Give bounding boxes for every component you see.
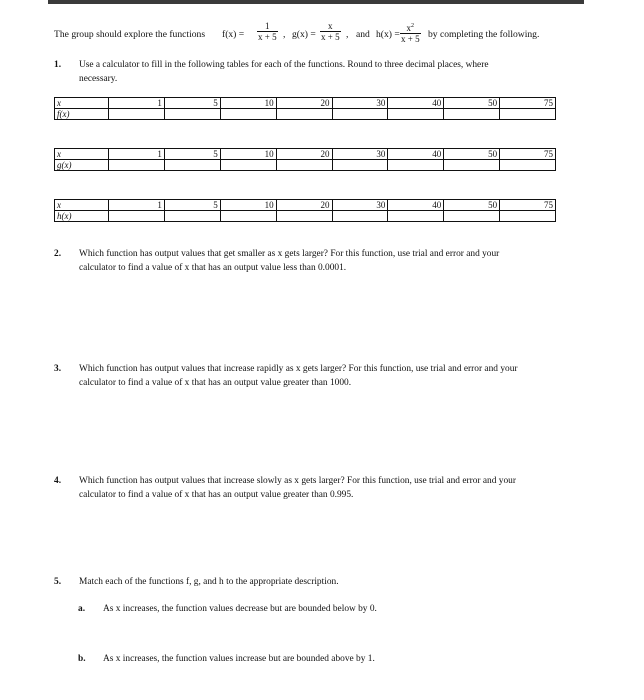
question-text: Use a calculator to fill in the following tables for each of the functions. Round to three decimal places, where necessary. <box>79 60 489 84</box>
x-value: 5 <box>164 98 220 109</box>
x-value: 50 <box>444 98 500 109</box>
option-label: a. <box>78 604 86 614</box>
x-header: x <box>55 200 109 211</box>
table-f <box>54 97 556 120</box>
top-rule <box>48 0 584 4</box>
function-header: g(x) <box>55 160 109 171</box>
f-fraction <box>257 21 278 42</box>
f-name: f(x) = <box>222 29 245 40</box>
answer-cell[interactable] <box>164 109 220 120</box>
answer-cell[interactable] <box>276 160 332 171</box>
x-value: 1 <box>109 200 165 211</box>
question-number: 4. <box>54 476 62 486</box>
x-value: 30 <box>332 98 388 109</box>
x-value: 1 <box>109 98 165 109</box>
x-value: 50 <box>444 200 500 211</box>
x-value: 1 <box>109 149 165 160</box>
question-text: Match each of the functions f, g, and h to the appropriate description. <box>79 577 339 587</box>
option-text: As x increases, the function values increase but are bounded above by 1. <box>103 654 375 664</box>
g-name: g(x) = <box>292 29 316 40</box>
intro-lead: The group should explore the functions <box>54 29 206 40</box>
function-header: h(x) <box>55 211 109 222</box>
x-value: 75 <box>500 98 556 109</box>
answer-cell[interactable] <box>332 109 388 120</box>
table-h <box>54 199 556 222</box>
question-2 <box>54 248 614 278</box>
question-1 <box>54 59 614 89</box>
answer-cell[interactable] <box>444 211 500 222</box>
g-numerator: x <box>320 21 341 32</box>
x-value: 75 <box>500 149 556 160</box>
answer-cell[interactable] <box>444 160 500 171</box>
answer-cell[interactable] <box>276 109 332 120</box>
x-value: 40 <box>388 200 444 211</box>
x-value: 10 <box>220 98 276 109</box>
table-row <box>55 211 556 222</box>
option-text: As x increases, the function values decrease but are bounded below by 0. <box>103 604 377 614</box>
question-number: 1. <box>54 60 62 70</box>
x-header: x <box>55 149 109 160</box>
answer-cell[interactable] <box>500 160 556 171</box>
answer-cell[interactable] <box>164 160 220 171</box>
question-text: Which function has output values that increase slowly as x gets larger? For this function, use trial and error and your calculator to find a value of x that has an output value greater than 0.995. <box>79 476 516 500</box>
answer-cell[interactable] <box>220 160 276 171</box>
answer-cell[interactable] <box>444 109 500 120</box>
x-value: 20 <box>276 98 332 109</box>
x-value: 20 <box>276 200 332 211</box>
intro-tail: by completing the following. <box>428 29 540 40</box>
x-value: 5 <box>164 149 220 160</box>
answer-cell[interactable] <box>332 211 388 222</box>
answer-cell[interactable] <box>220 109 276 120</box>
answer-cell[interactable] <box>109 211 165 222</box>
question-4 <box>54 475 614 505</box>
x-value: 20 <box>276 149 332 160</box>
question-3 <box>54 363 614 393</box>
x-value: 10 <box>220 200 276 211</box>
x-value: 75 <box>500 200 556 211</box>
x-value: 10 <box>220 149 276 160</box>
x-value: 30 <box>332 200 388 211</box>
question-number: 2. <box>54 249 62 259</box>
option-b <box>78 654 578 670</box>
h-exponent: 2 <box>411 23 415 29</box>
answer-cell[interactable] <box>276 211 332 222</box>
table-row <box>55 98 556 109</box>
answer-cell[interactable] <box>388 160 444 171</box>
h-numerator: $x^2$ <box>400 21 421 34</box>
table-row <box>55 149 556 160</box>
answer-cell[interactable] <box>220 211 276 222</box>
option-label: b. <box>78 654 86 664</box>
f-denominator: x + 5 <box>258 32 277 42</box>
x-value: 30 <box>332 149 388 160</box>
answer-cell[interactable] <box>109 109 165 120</box>
question-number: 3. <box>54 364 62 374</box>
h-denominator: x + 5 <box>401 34 420 44</box>
x-value: 50 <box>444 149 500 160</box>
x-value: 40 <box>388 149 444 160</box>
answer-cell[interactable] <box>164 211 220 222</box>
x-value: 40 <box>388 98 444 109</box>
table-row <box>55 200 556 211</box>
h-fraction <box>400 21 421 44</box>
intro-line: The group should explore the functions f(x) = $\frac{1}{x + 5}$ , g(x) = $\frac{x}{x + 5}$ , and h(x) = $\frac{x^2}{x + 5}$ by completing the following. <box>54 21 540 44</box>
answer-cell[interactable] <box>500 211 556 222</box>
g-denominator: x + 5 <box>321 32 340 42</box>
question-text: Which function has output values that get smaller as x gets larger? For this function, use trial and error and your calculator to find a value of x that has an output value less than 0.0001. <box>79 249 500 273</box>
answer-cell[interactable] <box>109 160 165 171</box>
f-numerator: 1 <box>257 21 278 32</box>
question-5 <box>54 576 614 592</box>
question-text: Which function has output values that increase rapidly as x gets larger? For this function, use trial and error and your calculator to find a value of x that has an output value greater than 1000. <box>79 364 518 388</box>
answer-cell[interactable] <box>388 211 444 222</box>
g-fraction <box>320 21 341 42</box>
table-row <box>55 160 556 171</box>
answer-cell[interactable] <box>500 109 556 120</box>
answer-cell[interactable] <box>332 160 388 171</box>
and-text: and <box>356 29 370 40</box>
answer-cell[interactable] <box>388 109 444 120</box>
h-name: h(x) = <box>376 29 400 40</box>
x-value: 5 <box>164 200 220 211</box>
table-g <box>54 148 556 171</box>
option-a <box>78 604 578 620</box>
x-header: x <box>55 98 109 109</box>
question-number: 5. <box>54 577 62 587</box>
table-row <box>55 109 556 120</box>
function-header: f(x) <box>55 109 109 120</box>
